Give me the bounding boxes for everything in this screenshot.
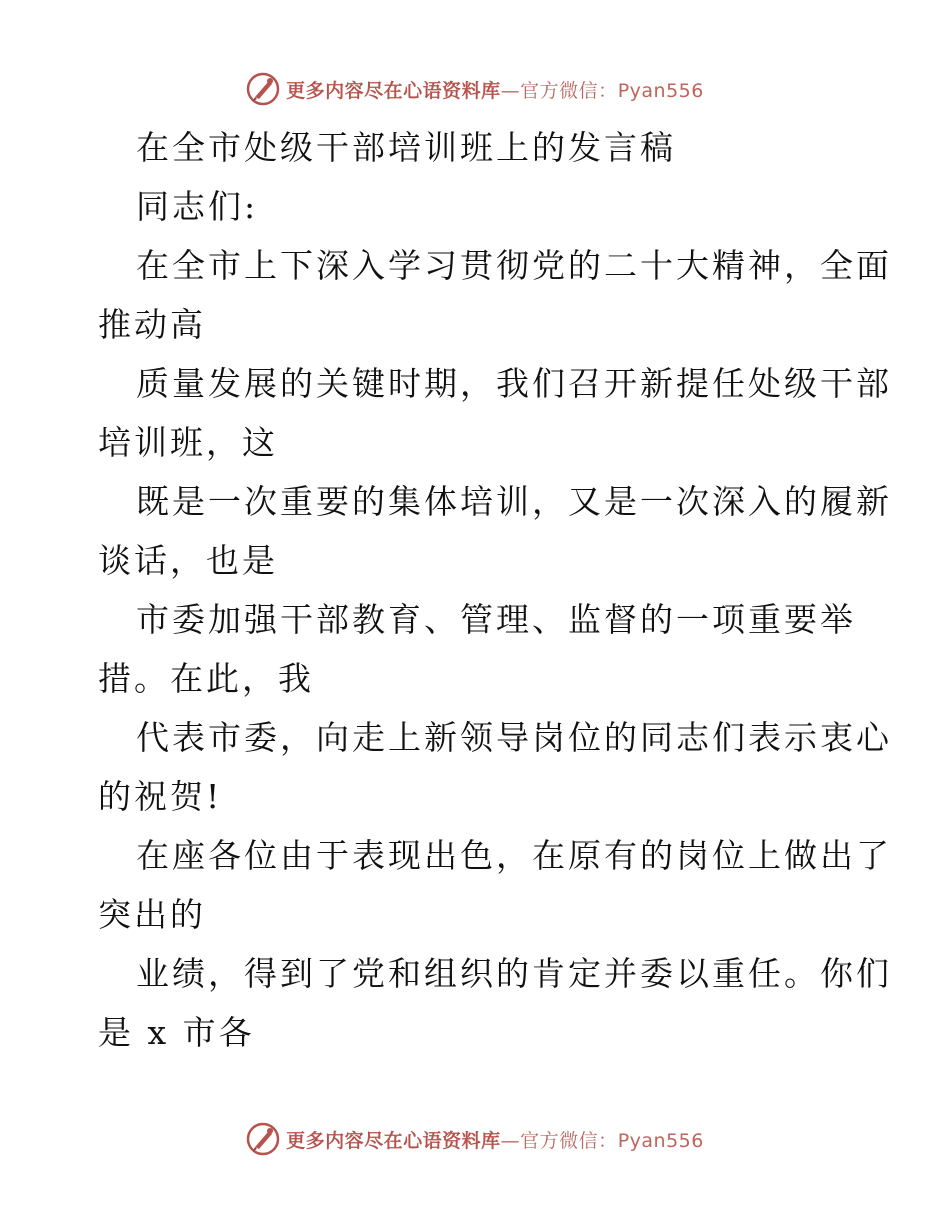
quill-pen-logo-icon <box>246 1122 280 1156</box>
watermark-account: Pyan556 <box>617 1129 704 1152</box>
doc-line: 是 x 市各 <box>98 1013 255 1052</box>
watermark-text <box>286 76 704 103</box>
doc-line: 在座各位由于表现出色，在原有的岗位上做出了 <box>136 836 892 875</box>
doc-line: 既是一次重要的集体培训，又是一次深入的履新 <box>136 482 892 521</box>
header-watermark <box>0 72 950 106</box>
doc-line: 培训班，这 <box>98 423 278 462</box>
doc-line: 业绩，得到了党和组织的肯定并委以重任。你们 <box>136 954 892 993</box>
watermark-brand: 更多内容尽在心语资料库 <box>286 79 501 102</box>
watermark-text <box>286 1126 704 1153</box>
doc-line: 的祝贺! <box>98 777 223 816</box>
watermark-brand: 更多内容尽在心语资料库 <box>286 1129 501 1152</box>
doc-line: 突出的 <box>98 895 206 934</box>
doc-line: 质量发展的关键时期，我们召开新提任处级干部 <box>136 364 892 403</box>
doc-title: 在全市处级干部培训班上的发言稿 <box>136 128 676 167</box>
doc-line: 市委加强干部教育、管理、监督的一项重要举 <box>136 600 856 639</box>
doc-line: 推动高 <box>98 305 206 344</box>
doc-line: 代表市委，向走上新领导岗位的同志们表示衷心 <box>136 718 892 757</box>
doc-salutation: 同志们: <box>136 187 259 226</box>
document-body <box>98 118 892 1062</box>
footer-watermark <box>0 1122 950 1156</box>
doc-line: 措。在此，我 <box>98 659 314 698</box>
watermark-label: —官方微信： <box>500 79 618 102</box>
watermark-account: Pyan556 <box>617 79 704 102</box>
doc-line: 谈话，也是 <box>98 541 278 580</box>
doc-line: 在全市上下深入学习贯彻党的二十大精神，全面 <box>136 246 892 285</box>
quill-pen-logo-icon <box>246 72 280 106</box>
watermark-label: —官方微信： <box>500 1129 618 1152</box>
